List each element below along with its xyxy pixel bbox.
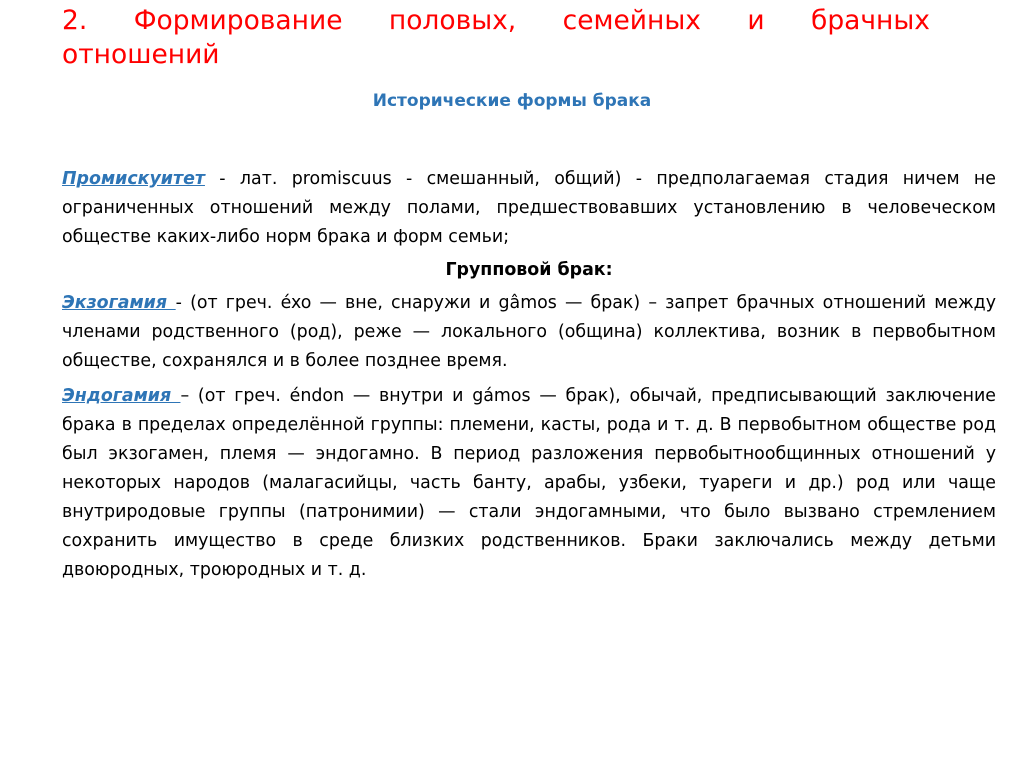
- definition-exogamy: - (от греч. éxo — вне, снаружи и gâmos — брак) – запрет брачных отношений между членами родственного (род), реже — локального (община) коллектива, возник в первобытном обществе, сохранялся и в более позднее время.: [62, 293, 996, 371]
- definition-promiscuity: - лат. promiscuus - смешанный, общий) - предполагаемая стадия ничем не ограниченных отношений между полами, предшествовавших установлению в человеческом обществе каких-либо норм брака и форм семьи;: [62, 169, 996, 247]
- slide-title-line-2: отношений: [62, 39, 220, 70]
- slide-title: [62, 4, 930, 72]
- slide-subtitle: Исторические формы брака: [372, 91, 652, 111]
- slide-body: [62, 165, 996, 585]
- term-endogamy: Эндогамия: [62, 386, 181, 406]
- paragraph-endogamy: [62, 382, 996, 585]
- definition-endogamy: – (от греч. éndon — внутри и gámos — брак), обычай, предписывающий заключение брака в пределах определённой группы: племени, касты, рода и т. д. В первобытном обществе род был экзогамен, племя — эндогамно. В период разложения первобытнообщинных отношений у некоторых народов (малагасийцы, часть банту, арабы, узбеки, туареги и др.) род или чаще внутриродовые группы (патронимии) — стали эндогамными, что было вызвано стремлением сохранить имущество в среде близких родственников. Браки заключались между детьми двоюродных, троюродных и т. д.: [62, 386, 996, 580]
- term-promiscuity: Промискуитет: [62, 169, 205, 189]
- paragraph-exogamy: [62, 289, 996, 376]
- group-marriage-heading: Групповой брак:: [445, 260, 613, 280]
- paragraph-promiscuity: [62, 165, 996, 252]
- slide-title-line-1: 2. Формирование половых, семейных и брачных: [62, 5, 930, 36]
- term-exogamy: Экзогамия: [62, 293, 176, 313]
